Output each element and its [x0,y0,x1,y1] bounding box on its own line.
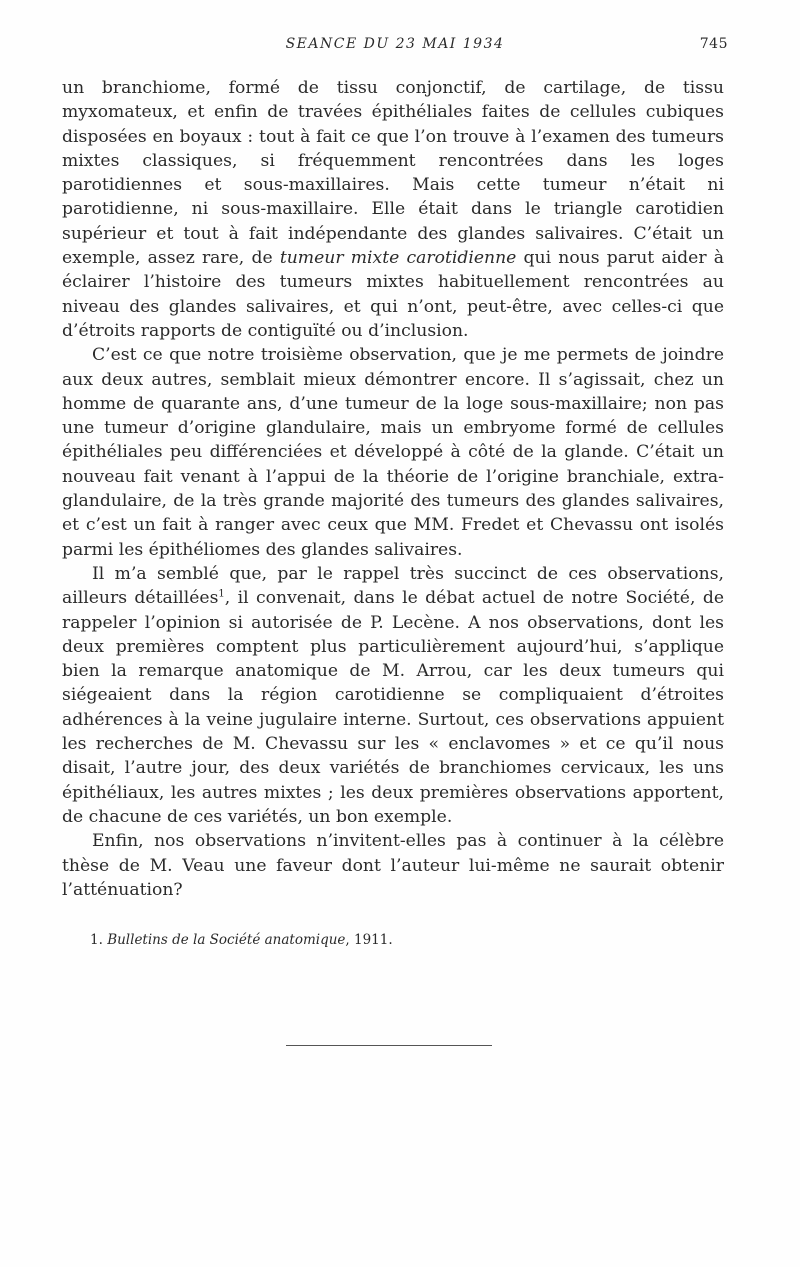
paragraph-1-text: un branchiome, formé de tissu conjonctif, de cartilage, de tissu myxomateux, et enfin de travées épithéliales faites de cellules cubiques disposées en boyaux : tout à fait ce que l’on trouve à l’examen des tumeurs mixtes classiques, si fréquemment rencontrées dans les loges parotidiennes et sous-maxillaires. Mais cette tumeur n’était ni parotidienne, ni sous-maxillaire. Elle était dans le triangle carotidien supérieur et tout à fait indépendante des glandes salivaires. C’était un exemple, assez rare, de [62,78,724,269]
running-header [62,36,728,58]
page-number: 745 [699,36,728,52]
footnote-rest: , 1911. [345,932,393,948]
footnote-title: Bulletins de la Société anatomique [107,932,346,948]
paragraph-3 [62,562,724,829]
paragraph-1-end: qui nous parut aider à éclairer l’histoire des tumeurs mixtes habituellement rencontrées au niveau des glandes salivaires, et qui n’ont, peut-être, avec celles-ci que d’étroits rapports de contiguïté ou d’inclusion. [62,248,724,341]
header-title: SEANCE DU 23 MAI 1934 [285,36,505,52]
footnote-number: 1. [90,932,103,948]
paragraph-1 [62,76,724,343]
footnote-reference: 1 [218,588,225,600]
footnote [90,931,710,949]
body-text [62,76,724,902]
end-rule-divider [286,1045,492,1046]
paragraph-4: Enfin, nos observations n’invitent-elles pas à continuer à la célèbre thèse de M. Veau une faveur dont l’auteur lui-même ne saurait obtenir l’atténuation? [62,831,724,900]
paragraph-3-start: Il m’a semblé que, par le rappel très succinct de ces observations, ailleurs détaillées [62,563,724,609]
paragraph-3-end: , il convenait, dans le débat actuel de notre Société, de rappeler l’opinion si autorisée de P. Lecène. A nos observations, dont les deux premières comptent plus particulièrement aujourd’hui, s’applique bien la remarque anatomique de M. Arrou, car les deux tumeurs qui siégeaient dans la région carotidienne se compliquaient d’étroites adhérences à la veine jugulaire interne. Surtout, ces observations appuient les recherches de M. Chevassu sur les « enclavomes » et ce qu’il nous disait, l’autre jour, des deux variétés de branchiomes cervicaux, les uns épithéliaux, les autres mixtes ; les deux premières observations apportent, de chacune de ces variétés, un bon exemple. [62,588,725,827]
paragraph-2: C’est ce que notre troisième observation, que je me permets de joindre aux deux autres, semblait mieux démontrer encore. Il s’agissait, chez un homme de quarante ans, d’une tumeur de la loge sous-maxillaire; non pas une tumeur d’origine glandulaire, mais un embryome formé de cellules épithéliales peu différenciées et développé à côté de la glande. C’était un nouveau fait venant à l’appui de la théorie de l’origine branchiale, extra-glandulaire, de la très grande majorité des tumeurs des glandes salivaires, et c’est un fait à ranger avec ceux que MM. Fredet et Chevassu ont isolés parmi les épithéliomes des glandes salivaires. [62,345,724,560]
italic-term: tumeur mixte carotidienne [279,248,517,269]
